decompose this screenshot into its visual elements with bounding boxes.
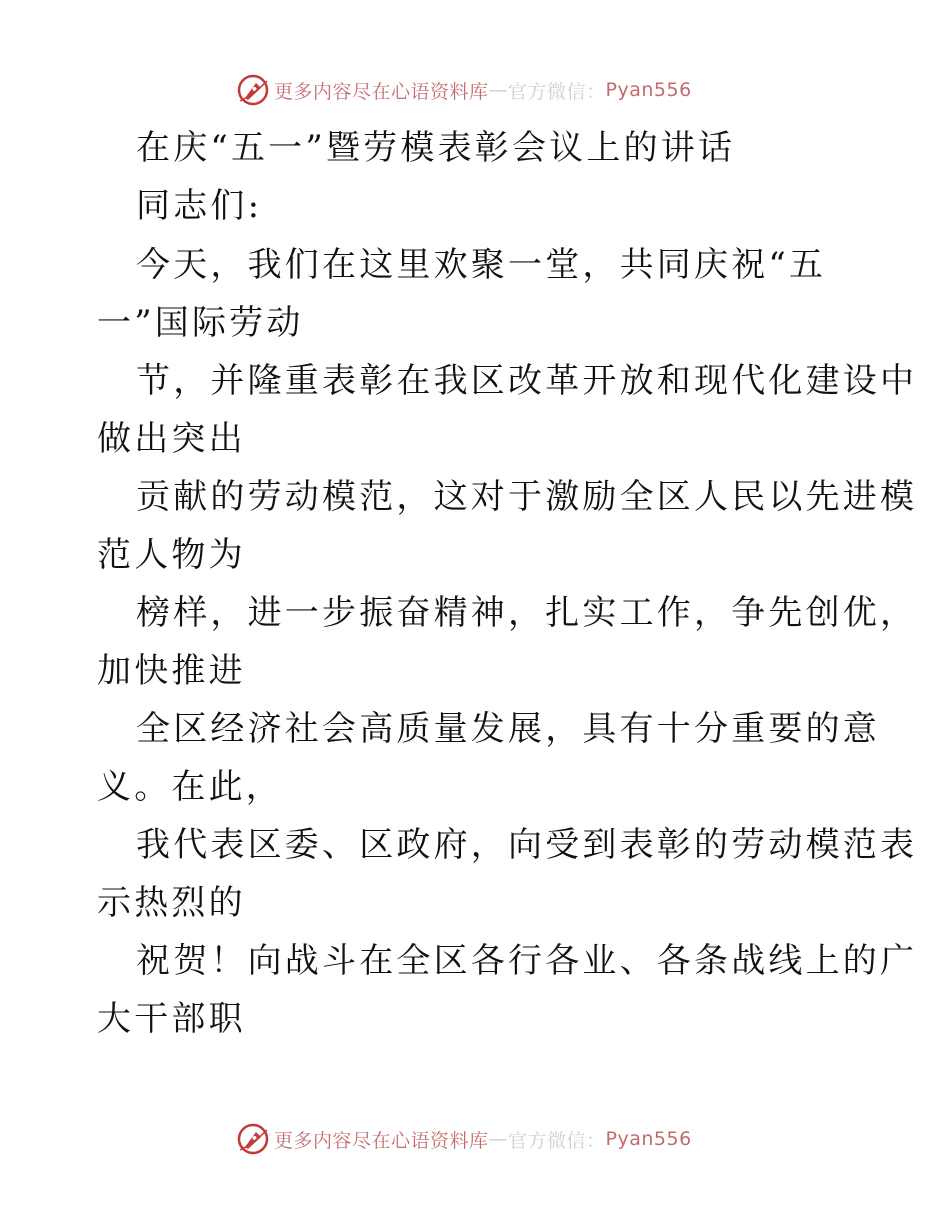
watermark-wechat-id: Pyan556 bbox=[605, 1128, 692, 1150]
document-title: 在庆“五一”暨劳模表彰会议上的讲话 bbox=[136, 128, 736, 168]
watermark-separator: — bbox=[488, 1128, 509, 1150]
watermark-wechat-label: 官方微信： bbox=[508, 80, 606, 103]
paragraph-line: 祝贺！向战斗在全区各行各业、各条战线上的广 bbox=[136, 941, 918, 981]
footer-watermark bbox=[236, 1122, 692, 1156]
watermark-promo-text: 更多内容尽在心语资料库 bbox=[274, 1129, 489, 1152]
pen-nib-icon bbox=[236, 1122, 270, 1156]
watermark-wechat-id: Pyan556 bbox=[605, 79, 692, 101]
paragraph-line: 节，并隆重表彰在我区改革开放和现代化建设中 bbox=[136, 361, 918, 401]
paragraph-line: 大干部职 bbox=[97, 999, 246, 1039]
watermark-wechat-label: 官方微信： bbox=[508, 1129, 606, 1152]
pen-nib-icon bbox=[236, 73, 270, 107]
paragraph-line: 全区经济社会高质量发展，具有十分重要的意 bbox=[136, 709, 880, 749]
header-watermark bbox=[236, 73, 692, 107]
paragraph-line: 榜样，进一步振奋精神，扎实工作，争先创优， bbox=[136, 593, 918, 633]
paragraph-line: 做出突出 bbox=[97, 419, 246, 459]
watermark-separator: — bbox=[488, 79, 509, 101]
paragraph-line: 一”国际劳动 bbox=[97, 303, 304, 343]
paragraph-line: 示热烈的 bbox=[97, 883, 246, 923]
paragraph-line: 我代表区委、区政府，向受到表彰的劳动模范表 bbox=[136, 825, 918, 865]
watermark-promo-text: 更多内容尽在心语资料库 bbox=[274, 80, 489, 103]
paragraph-line: 贡献的劳动模范，这对于激励全区人民以先进模 bbox=[136, 477, 918, 517]
paragraph-line: 义。在此， bbox=[97, 767, 283, 807]
paragraph-line: 今天，我们在这里欢聚一堂，共同庆祝“五 bbox=[136, 245, 827, 285]
salutation: 同志们: bbox=[136, 186, 263, 226]
paragraph-line: 范人物为 bbox=[97, 535, 246, 575]
paragraph-line: 加快推进 bbox=[97, 651, 246, 691]
